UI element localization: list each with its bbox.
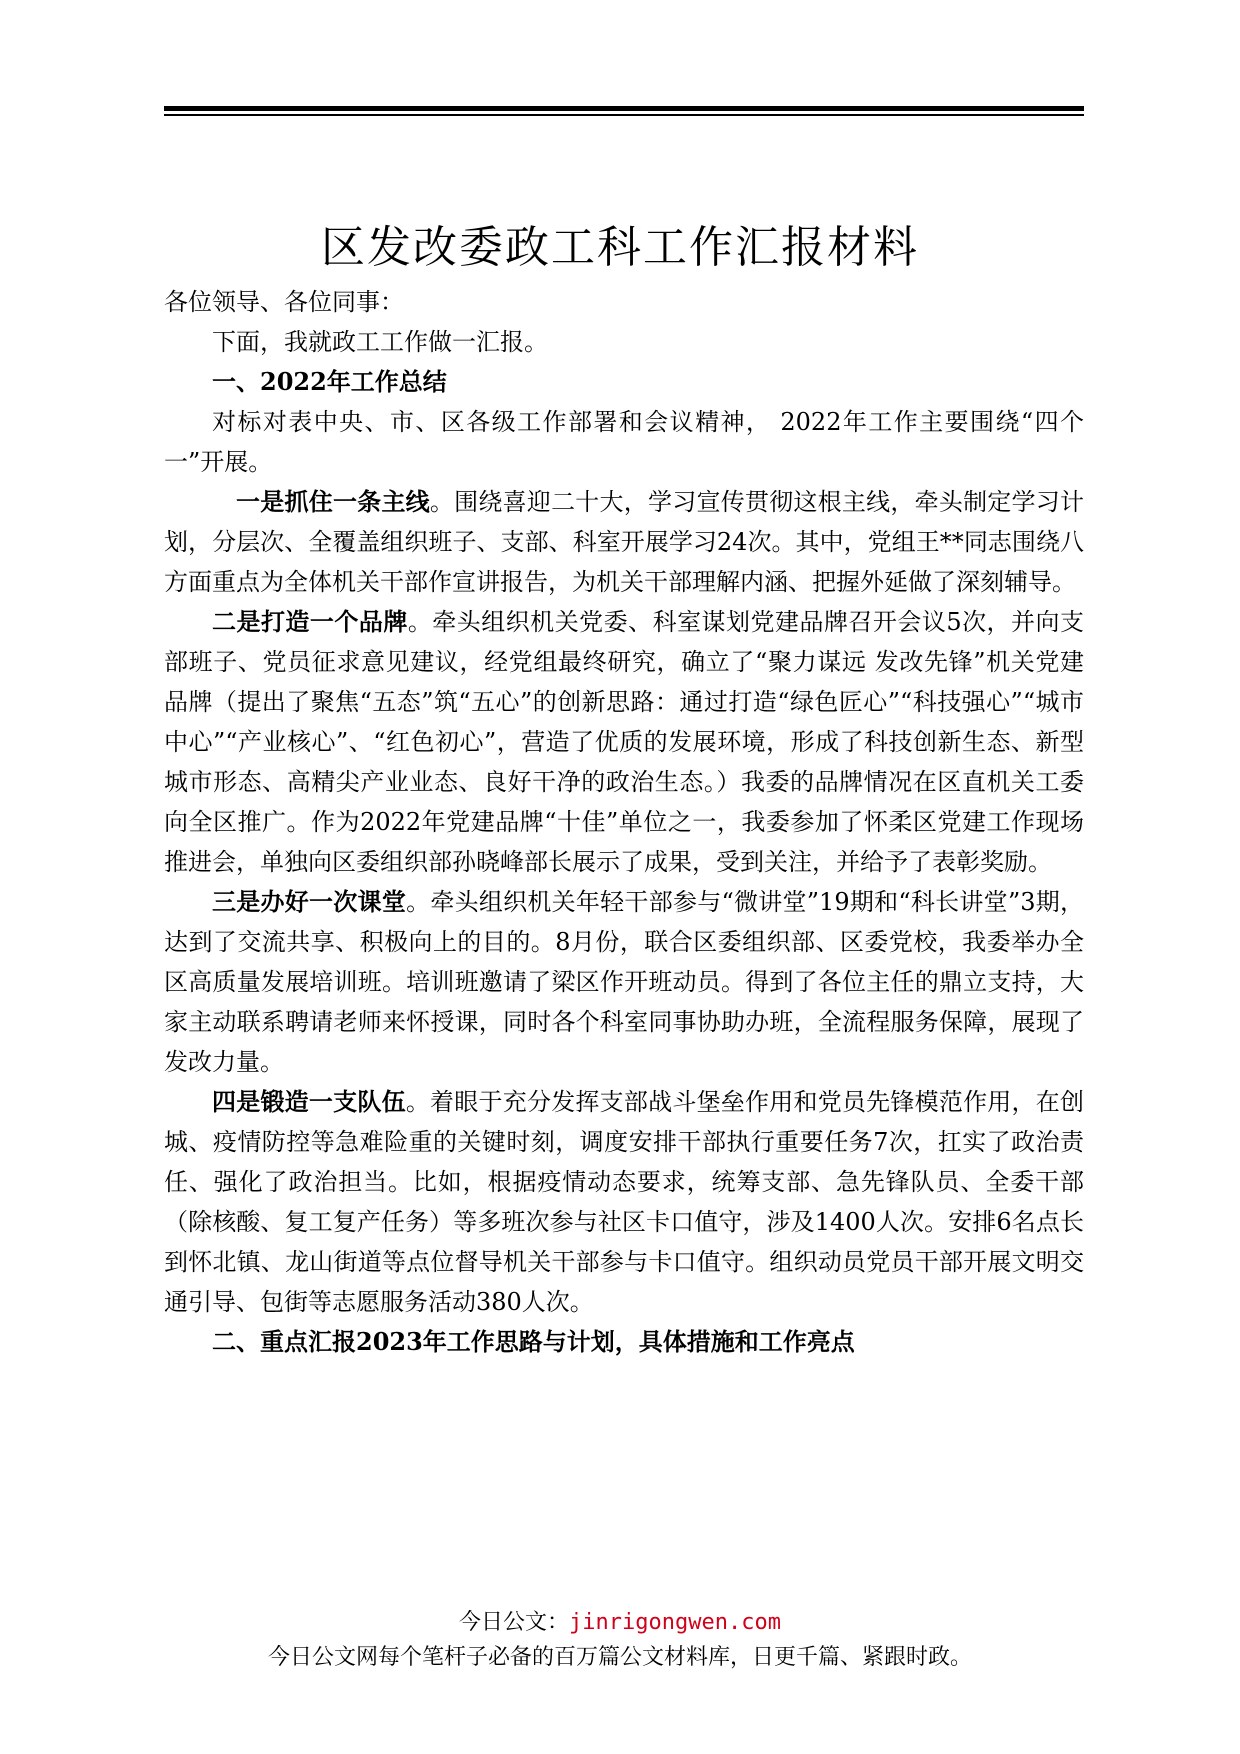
point-2-text: 。牵头组织机关党委、科室谋划党建品牌召开会议5次，并向支部班子、党员征求意见建议，经党组最终研究，确立了“聚力谋远 发改先锋”机关党建品牌（提出了聚焦“五态”筑“五心”的创新思路：通过打造“绿色匠心”“科技强心”“城市中心”“产业核心”、“红色初心”，营造了优质的发展环境，形成了科技创新生态、新型城市形态、高精尖产业业态、良好干净的政治生态。）我委的品牌情况在区直机关工委向全区推广。作为2022年党建品牌“十佳”单位之一，我委参加了怀柔区党建工作现场推进会，单独向区委组织部孙晓峰部长展示了成果，受到关注，并给予了表彰奖励。 [164,608,1084,876]
point-3-text: 。牵头组织机关年轻干部参与“微讲堂”19期和“科长讲堂”3期，达到了交流共享、积极向上的目的。8月份，联合区委组织部、区委党校，我委举办全区高质量发展培训班。培训班邀请了梁区作开班动员。得到了各位主任的鼎立支持，大家主动联系聘请老师来怀授课，同时各个科室同事协助办班，全流程服务保障，展现了发改力量。 [164,888,1085,1076]
point-3-lead: 三是办好一次课堂 [212,887,407,916]
footer-label: 今日公文： [459,1610,570,1635]
footer-line-1 [0,1608,1240,1638]
document-body [164,282,1084,1362]
section1-heading: 一、2022年工作总结 [212,367,447,396]
header-rule-thin [164,114,1084,116]
point-1-lead: 一是抓住一条主线 [236,487,430,516]
point-2-paragraph [164,602,1084,882]
intro-paragraph: 下面，我就政工工作做一汇报。 [212,328,548,356]
point-2-lead: 二是打造一个品牌 [212,607,408,636]
document-title: 区发改委政工科工作汇报材料 [321,222,919,273]
salutation: 各位领导、各位同事： [164,288,404,316]
point-4-paragraph [164,1082,1084,1322]
footer-url-link[interactable]: jinrigongwen.com [569,1610,781,1635]
point-1-text: 。围绕喜迎二十大，学习宣传贯彻这根主线，牵头制定学习计划，分层次、全覆盖组织班子、支部、科室开展学习24次。其中，党组王**同志围绕八方面重点为全体机关干部作宣讲报告，为机关干部理解内涵、把握外延做了深刻辅导。 [164,488,1085,596]
point-4-text: 。着眼于充分发挥支部战斗堡垒作用和党员先锋模范作用，在创城、疫情防控等急难险重的关键时刻，调度安排干部执行重要任务7次，扛实了政治责任、强化了政治担当。比如，根据疫情动态要求，统筹支部、急先锋队员、全委干部（除核酸、复工复产任务）等多班次参与社区卡口值守，涉及1400人次。安排6名点长到怀北镇、龙山街道等点位督导机关干部参与卡口值守。组织动员党员干部开展文明交通引导、包街等志愿服务活动380人次。 [164,1088,1084,1316]
section1-intro: 对标对表中央、市、区各级工作部署和会议精神， 2022年工作主要围绕“四个一”开展。 [164,408,1084,476]
footer-line-2: 今日公文网每个笔杆子必备的百万篇公文材料库，日更千篇、紧跟时政。 [267,1645,972,1670]
section2-heading: 二、重点汇报2023年工作思路与计划，具体措施和工作亮点 [212,1327,855,1356]
point-3-paragraph [164,882,1084,1082]
point-1-paragraph [164,482,1084,602]
header-rule-thick [164,106,1084,111]
point-4-lead: 四是锻造一支队伍 [212,1087,406,1116]
